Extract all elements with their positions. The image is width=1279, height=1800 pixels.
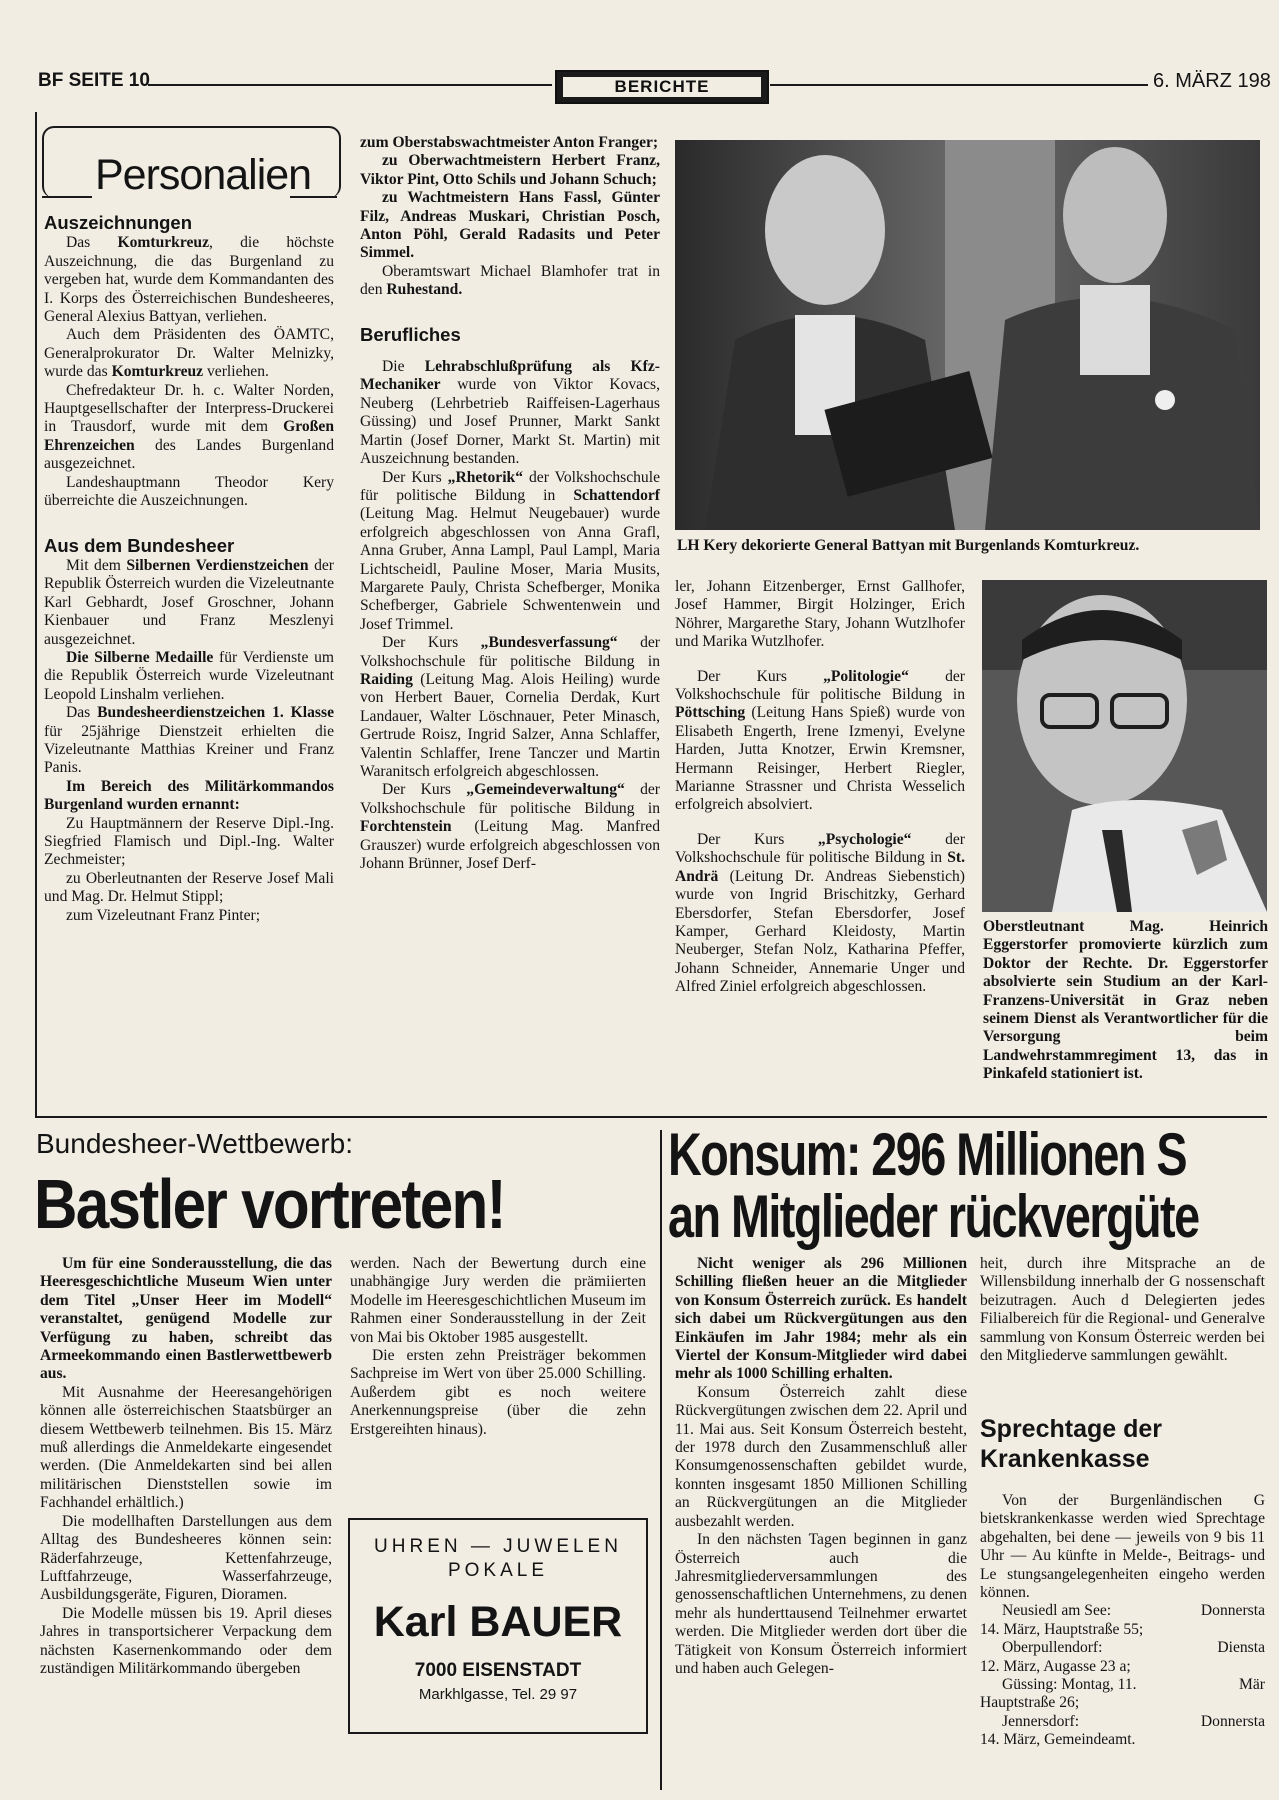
sprechtage-detail: 12. März, Augasse 23 a; — [980, 1657, 1131, 1675]
photo-eggerstorfer-caption: Oberstleutnant Mag. Heinrich Eggerstorfer promovierte kürzlich zum Doktor der Rechte. Dr. Eggerstorfer absolvierte sein Studium an der Karl-Franzens-Universität in Graz neben seinem Dienst als Verantwortlicher für die Versorgung beim Landwehrstammregiment 13, das in Pinkafeld stationiert ist. — [983, 918, 1268, 1083]
bastler-paragraph: Die modellhaften Darstellungen aus dem Alltag des Bundesheeres können sein: Räderfahrzeuge, Kettenfahrzeuge, Luftfahrzeuge, Wasserfahrzeuge, Ausbildungsgeräte, Figuren, Dioramen. — [40, 1512, 332, 1604]
sprechtage-entry — [980, 1639, 1265, 1676]
sprechtage-day: Donnersta — [1200, 1712, 1265, 1730]
sprechtage-place: Neusiedl am See: — [1002, 1602, 1112, 1620]
ad-name: Karl BAUER — [373, 1598, 623, 1646]
konsum-column-2 — [980, 1255, 1265, 1365]
sprechtage-entry-header — [980, 1639, 1265, 1657]
personalien-paragraph: zum Oberstabswachtmeister Anton Franger; — [360, 134, 659, 151]
personalien-paragraph: Zu Hauptmännern der Reserve Dipl.-Ing. Siegfried Flamisch und Dipl.-Ing. Walter Zechmeister; — [44, 814, 334, 869]
sprechtage-intro: Von der Burgenländischen G bietskrankenkasse werden wied Sprechtage abgehalten, bei dene — jeweils von 9 bis 11 Uhr — Au künfte in Melde-, Beitrags- und Le stungsangelegenheiten eingeho werden können. — [980, 1492, 1265, 1602]
personalien-paragraph: zum Vizeleutnant Franz Pinter; — [66, 906, 261, 924]
ad-line1: UHREN — JUWELEN — [374, 1536, 622, 1557]
personalien-paragraph: Der Kurs „Psychologie“ der Volkshochschule für politische Bildung in St. Andrä (Leitung Dr. Andreas Siebenstich) wurde von Ingrid Brischitzky, Gerhard Ebersdorfer, Stefan Ebersdorfer, Josef Kamper, Gerhard Kleidosty, Martin Neuberger, Stefan Nolz, Katharina Pfeffer, Johann Schneider, Annemarie Unger und Alfred Ziniel erfolgreich abgeschlossen. — [675, 830, 966, 996]
sprechtage-detail: 14. März, Gemeindeamt. — [980, 1731, 1136, 1749]
ad-karl-bauer[interactable] — [348, 1518, 648, 1734]
personalien-paragraph: Der Kurs „Gemeindeverwaltung“ der Volkshochschule für politische Bildung in Forchtenstein (Leitung Mag. Manfred Grauszer) wurde erfolgreich abgeschlossen von Johann Brünner, Josef Derf- — [360, 781, 660, 873]
sprechtage-day: Donnersta — [1200, 1602, 1265, 1620]
personalien-paragraph: Der Kurs „Rhetorik“ der Volkshochschule für politische Bildung in Schattendorf (Leitung Mag. Helmut Neugebauer) wurde erfolgreich abgeschlossen von Anna Grafl, Anna Gruber, Anna Lampl, Paul Lampl, Maria Lichtscheidl, Pauline Moser, Maria Musits, Margarete Pauly, Christa Schefberger, Monika Schefberger, Gabriele Schwentenwein und Josef Trimmel. — [360, 468, 660, 633]
sprechtage-entry-header — [980, 1713, 1265, 1731]
column-divider — [660, 1130, 662, 1790]
personalien-paragraph: Die Silberne Medaille für Verdienste um die Republik Österreich wurde Vizeleutnant Leopold Linshalm verliehen. — [44, 648, 334, 703]
konsum-headline-line2: an Mitglieder rückvergüte — [668, 1183, 1199, 1250]
sprechtage-place: Güssing: Montag, 11. — [1002, 1676, 1137, 1694]
ad-city: 7000 EISENSTADT — [414, 1660, 582, 1681]
ad-line2: POKALE — [447, 1560, 549, 1581]
personalien-paragraph: Landeshauptmann Theodor Kery überreichte die Auszeichnungen. — [44, 473, 334, 510]
sprechtage-place: Jennersdorf: — [1002, 1712, 1080, 1730]
personalien-subheading: Auszeichnungen — [44, 212, 193, 233]
personalien-paragraph: Der Kurs „Politologie“ der Volkshochschule für politische Bildung in Pöttsching (Leitung Hans Spieß) wurde von Elisabeth Engerth, Irene Izmenyi, Evelyne Harden, Jutta Knotzer, Erwin Kremsner, Hermann Reisinger, Herbert Riegler, Marianne Strassner und Christa Wesselich erfolgreich absolviert. — [675, 667, 965, 814]
personalien-title: Personalien — [95, 151, 312, 199]
section-label-box — [555, 70, 769, 104]
konsum-paragraph: Konsum Österreich zahlt diese Rückvergütungen zwischen dem 22. April und 11. Mai aus. Seit Konsum Österreich besteht, der 1978 durch den Zusammenschluß aller Konsumgenossenschaften gebildet wurde, konnten insgesamt 1850 Millionen Schilling an Rückvergütungen an die Mitglieder ausbezahlt werden. — [675, 1383, 967, 1530]
sprechtage-entry — [980, 1713, 1265, 1750]
personalien-paragraph: Die Lehrabschlußprüfung als Kfz-Mechaniker wurde von Viktor Kovacs, Neuberg (Lehrbetrieb Raiffeisen-Lagerhaus Güssing) und Josef Prunner, Markt Sankt Martin (Josef Dorner, Markt St. Martin) mit Auszeichnung bestanden. — [360, 358, 660, 468]
personalien-subheading: Berufliches — [360, 323, 461, 345]
photo-eggerstorfer-image — [982, 580, 1267, 912]
personalien-subheading: Aus dem Bundesheer — [44, 534, 235, 556]
sprechtage-entry — [980, 1602, 1265, 1639]
sprechtage-entry-header — [980, 1676, 1265, 1694]
bastler-paragraph: Mit Ausnahme der Heeresangehörigen können alle österreichischen Staatsbürger an diesem Wettbewerb teilnehmen. Bis 15. März muß allerdings die Anmeldekarte eingesendet werden. (Die Anmeldekarten sind bei allen militärischen Dienststellen sowie im Fachhandel erhältlich.) — [40, 1383, 332, 1512]
bastler-column-2 — [350, 1255, 646, 1439]
personalien-paragraph: Das Bundesheerdienstzeichen 1. Klasse für 25jährige Dienstzeit erhielten die Vizeleutnante Matthias Kreiner und Franz Panis. — [44, 704, 334, 777]
header-rule-right — [770, 84, 1148, 86]
personalien-paragraph: zu Oberwachtmeistern Herbert Franz, Viktor Pint, Otto Schils und Johann Schuch; — [360, 152, 660, 188]
personalien-paragraph: Chefredakteur Dr. h. c. Walter Norden, Hauptgesellschafter der Interpress-Druckerei in Trausdorf, wurde mit dem Großen Ehrenzeichen des Landes Burgenland ausgezeichnet. — [44, 381, 334, 473]
sprechtage-body — [980, 1492, 1265, 1750]
konsum-column-1 — [675, 1255, 967, 1678]
bastler-kicker: Bundesheer-Wettbewerb: — [36, 1128, 353, 1159]
header-rule-left — [148, 84, 552, 86]
bastler-headline: Bastler vortreten! — [34, 1165, 505, 1243]
personalien-paragraph: Auch dem Präsidenten des ÖAMTC, Generalprokurator Dr. Walter Melnizky, wurde das Komturkreuz verliehen. — [44, 326, 334, 381]
konsum-paragraph: heit, durch ihre Mitsprache an de Willensbildung innerhalb der G nossenschaft beizutragen. Auch d Delegierten jedes Filialbereich für die Regional- und Generalve sammlung von Konsum Österreic werden bei den Mitgliederve sammlungen gewählt. — [980, 1255, 1265, 1365]
personalien-paragraph: Oberamtswart Michael Blamhofer trat in den Ruhestand. — [360, 262, 660, 299]
bastler-column-1 — [40, 1255, 332, 1678]
sprechtage-place: Oberpullendorf: — [1002, 1639, 1103, 1657]
personalien-paragraph: zu Wachtmeistern Hans Fassl, Günter Filz, Andreas Muskari, Christian Posch, Anton Pöhl, Gerald Radasits und Peter Simmel. — [360, 189, 660, 262]
sprechtage-day: Diensta — [1217, 1639, 1265, 1657]
personalien-paragraph: ler, Johann Eitzenberger, Ernst Gallhofer, Josef Hammer, Birgit Holzinger, Erich Nöhrer, Margarethe Stary, Johann Wutzlhofer und Marika Wutzlhofer. — [675, 578, 965, 651]
bastler-paragraph: Um für eine Sonderausstellung, die das Heeresgeschichtliche Museum Wien unter dem Titel „Unser Heer im Modell“ veranstaltet, genügend Modelle zur Verfügung zu haben, schreibt das Armeekommando einen Bastlerwettbewerb aus. — [40, 1255, 332, 1383]
photo-kery-battyan-caption: LH Kery dekorierte General Battyan mit Burgenlands Komturkreuz. — [677, 537, 1140, 554]
konsum-paragraph: Nicht weniger als 296 Millionen Schilling fließen heuer an die Mitglieder von Konsum Österreich zurück. Es handelt sich dabei um Rückvergütungen aus den Einkäufen im Jahr 1984; mehr als ein Viertel der Konsum-Mitglieder wird dabei mehr als 1000 Schilling erhalten. — [675, 1255, 967, 1383]
page-number: BF SEITE 10 — [38, 70, 150, 91]
konsum-headline-line1: Konsum: 296 Millionen S — [668, 1121, 1187, 1188]
sprechtage-list — [980, 1602, 1265, 1749]
bastler-paragraph: Die ersten zehn Preisträger bekommen Sachpreise im Wert von über 25.000 Schilling. Außerdem gibt es noch weitere Anerkennungspreise (über die zehn Erstgereihten hinaus). — [350, 1347, 646, 1438]
title-underline-right — [290, 196, 337, 198]
personalien-paragraph: Das Komturkreuz, die höchste Auszeichnung, die das Burgenland zu vergeben hat, wurde dem Kommandanten des I. Korps des Österreichischen Bundesheeres, General Alexius Battyan, verliehen. — [44, 234, 334, 326]
personalien-column-1 — [44, 214, 334, 925]
section-label: BERICHTE — [563, 77, 761, 97]
bastler-paragraph: Die Modelle müssen bis 19. April dieses Jahres in transportsicherer Verpackung dem nächsten Kasernenkommando oder dem zuständigen Militärkommando übergeben — [40, 1604, 332, 1677]
sprechtage-title: Sprechtage der Krankenkasse — [980, 1415, 1163, 1473]
personalien-paragraph: Mit dem Silbernen Verdienstzeichen der Republik Österreich wurden die Vizeleutnante Karl Gebhardt, Josef Groschner, Johann Kienbauer und Franz Meszlenyi ausgezeichnet. — [44, 556, 334, 648]
sprechtage-detail: Hauptstraße 26; — [980, 1694, 1080, 1712]
photo-kery-battyan — [675, 140, 1260, 530]
issue-date: 6. MÄRZ 198 — [1153, 70, 1271, 92]
personalien-paragraph: zu Oberleutnanten der Reserve Josef Mali und Mag. Dr. Helmut Stippl; — [44, 869, 334, 906]
ad-address: Markhlgasse, Tel. 29 97 — [418, 1686, 578, 1703]
personalien-column-3 — [675, 578, 965, 997]
title-underline-left — [42, 196, 92, 198]
personalien-column-2 — [360, 134, 660, 873]
sprechtage-entry — [980, 1676, 1265, 1713]
personalien-paragraph: Im Bereich des Militärkommandos Burgenland wurden ernannt: — [44, 777, 334, 814]
sprechtage-detail: 14. März, Hauptstraße 55; — [980, 1620, 1144, 1638]
bastler-paragraph: werden. Nach der Bewertung durch eine unabhängige Jury werden die prämiierten Modelle im Heeresgeschichtlichen Museum im Rahmen einer Sonderausstellung in der Zeit von Mai bis Oktober 1985 ausgestellt. — [350, 1255, 646, 1346]
sprechtage-entry-header — [980, 1602, 1265, 1620]
personalien-paragraph: Der Kurs „Bundesverfassung“ der Volkshochschule für politische Bildung in Raiding (Leitung Mag. Alois Heiling) wurde von Herbert Bauer, Cornelia Derdak, Kurt Landauer, Walter Löschnauer, Peter Minasch, Gertrude Roisz, Ingrid Salzer, Anna Schlaffer, Valentin Schlaffer, Irene Tanczer und Martin Waranitsch erfolgreich abgeschlossen. — [360, 634, 660, 780]
photo-eggerstorfer — [982, 580, 1267, 912]
konsum-paragraph: In den nächsten Tagen beginnen in ganz Österreich auch die Jahresmitgliederversammlungen des genossenschaftlichen Unternehmens, zu denen mehr als hunderttausend Teilnehmer erwartet werden. Die Mitglieder werden dort über die Tätigkeit von Konsum Österreich informiert und haben auch Gelegen- — [675, 1531, 967, 1677]
photo-kery-battyan-image — [675, 140, 1260, 530]
sprechtage-day: Mär — [1239, 1676, 1265, 1694]
